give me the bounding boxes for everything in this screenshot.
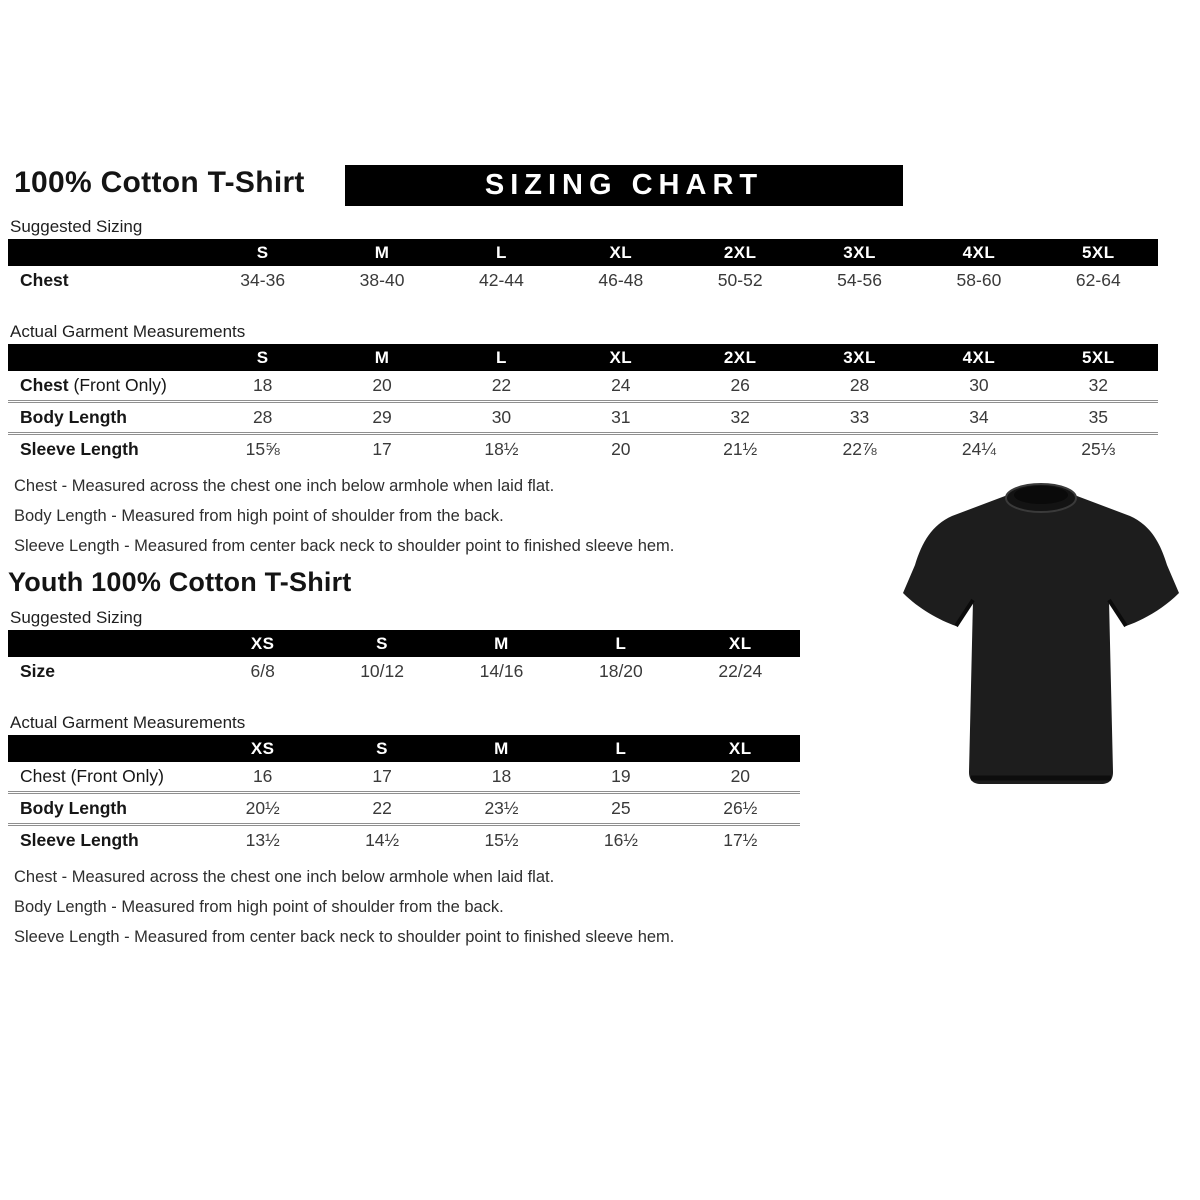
measurement-value: 20 <box>611 439 631 459</box>
youth-suggested-sizing-table <box>8 630 800 686</box>
measurement-value: 25 <box>611 798 631 818</box>
measurement-value: 32 <box>730 407 750 427</box>
table-header-row <box>8 344 1158 371</box>
measurement-value: 29 <box>372 407 392 427</box>
measurement-value: 16 <box>252 766 273 786</box>
measurement-value: 16½ <box>603 830 638 850</box>
measurement-value: 18 <box>252 375 273 395</box>
measurement-value: 14/16 <box>479 661 524 681</box>
table-row <box>8 657 800 686</box>
size-column-header: M <box>374 347 390 367</box>
measurement-value: 32 <box>1088 375 1109 395</box>
size-column-header: L <box>615 633 627 653</box>
adult-suggested-sizing-table <box>8 239 1158 295</box>
size-column-header: 2XL <box>723 242 757 262</box>
measurement-value: 20 <box>372 375 392 395</box>
measurement-note: Chest - Measured across the chest one inch below armhole when laid flat. <box>14 868 555 886</box>
measurement-note: Body Length - Measured from high point of shoulder from the back. <box>14 898 504 916</box>
measurement-value: 30 <box>969 375 989 395</box>
adult-actual-measurements-table <box>8 344 1158 464</box>
measurement-value: 20½ <box>245 798 280 818</box>
table-row <box>8 266 1158 295</box>
page-title: 100% Cotton T-Shirt <box>14 166 305 199</box>
size-column-header: L <box>615 738 627 758</box>
size-column-header: 2XL <box>723 347 757 367</box>
measurement-note: Sleeve Length - Measured from center back neck to shoulder point to finished sleeve hem. <box>14 537 675 555</box>
measurement-value: 42-44 <box>479 270 524 290</box>
measurement-value: 30 <box>491 407 512 427</box>
size-column-header: 3XL <box>843 242 876 262</box>
table-row <box>8 400 1158 432</box>
measurement-value: 28 <box>849 375 870 395</box>
size-column-header: 5XL <box>1081 242 1115 262</box>
size-column-header: XL <box>728 633 752 653</box>
size-column-header: L <box>495 242 507 262</box>
size-column-header: M <box>374 242 390 262</box>
table-header-row <box>8 239 1158 266</box>
measurement-value: 26 <box>730 375 750 395</box>
adult-suggested-sizing-label: Suggested Sizing <box>10 217 143 236</box>
size-column-header: XL <box>609 347 633 367</box>
measurement-value: 15½ <box>484 830 519 850</box>
size-column-header: 4XL <box>962 242 996 262</box>
measurement-value: 33 <box>849 407 870 427</box>
measurement-value: 46-48 <box>598 270 644 290</box>
size-column-header: S <box>256 242 269 262</box>
youth-actual-measurements-label: Actual Garment Measurements <box>10 713 246 732</box>
youth-section-title: Youth 100% Cotton T-Shirt <box>8 567 352 597</box>
size-column-header: XL <box>728 738 752 758</box>
size-column-header: 5XL <box>1081 347 1115 367</box>
measurement-value: 31 <box>611 407 631 427</box>
measurement-value: 18/20 <box>598 661 643 681</box>
size-column-header: S <box>376 633 389 653</box>
measurement-value: 17 <box>372 439 392 459</box>
size-column-header: L <box>495 347 507 367</box>
measurement-value: 34 <box>969 407 989 427</box>
measurement-value: 22 <box>491 375 512 395</box>
table-header-row <box>8 630 800 657</box>
table-row <box>8 791 800 823</box>
table-row <box>8 432 1158 464</box>
measurement-value: 54-56 <box>837 270 882 290</box>
measurement-value: 24 <box>611 375 631 395</box>
measurement-value: 20 <box>730 766 751 786</box>
measurement-value: 10/12 <box>360 661 404 681</box>
measurement-note: Chest - Measured across the chest one inch below armhole when laid flat. <box>14 477 555 495</box>
tshirt-photo <box>893 466 1189 818</box>
row-label: Chest (Front Only) <box>20 766 164 786</box>
measurement-value: 19 <box>611 766 631 786</box>
table-header-row <box>8 735 800 762</box>
measurement-value: 21½ <box>723 439 758 459</box>
size-column-header: XS <box>250 738 275 758</box>
measurement-value: 17½ <box>723 830 758 850</box>
size-column-header: XL <box>609 242 633 262</box>
row-label: Sleeve Length <box>20 830 139 850</box>
size-column-header: 4XL <box>962 347 996 367</box>
adult-actual-measurements-label: Actual Garment Measurements <box>10 322 246 341</box>
measurement-note: Body Length - Measured from high point of shoulder from the back. <box>14 507 504 525</box>
measurement-value: 38-40 <box>359 270 405 290</box>
size-column-header: 3XL <box>843 347 876 367</box>
measurement-value: 13½ <box>245 830 280 850</box>
measurement-value: 18½ <box>484 439 519 459</box>
row-label: Chest (Front Only) <box>20 375 167 395</box>
row-label: Sleeve Length <box>20 439 139 459</box>
sizing-chart-banner: SIZING CHART <box>345 165 903 206</box>
measurement-value: 18 <box>491 766 512 786</box>
table-row <box>8 371 1158 400</box>
measurement-value: 34-36 <box>240 270 286 290</box>
row-label: Body Length <box>20 798 127 818</box>
measurement-value: 22/24 <box>718 661 763 681</box>
size-column-header: S <box>376 738 389 758</box>
measurement-value: 28 <box>252 407 273 427</box>
table-row <box>8 762 800 791</box>
measurement-value: 58-60 <box>956 270 1002 290</box>
measurement-value: 15⅝ <box>245 439 280 459</box>
measurement-value: 24¼ <box>961 439 996 459</box>
size-column-header: M <box>494 738 509 758</box>
measurement-value: 25⅓ <box>1081 439 1116 459</box>
measurement-value: 35 <box>1088 407 1109 427</box>
measurement-value: 23½ <box>484 798 519 818</box>
tshirt-graphic <box>893 466 1189 818</box>
youth-measurement-notes <box>14 868 1158 947</box>
row-label: Body Length <box>20 407 127 427</box>
measurement-value: 6/8 <box>250 661 275 681</box>
youth-actual-measurements-table <box>8 735 800 855</box>
table-row <box>8 823 800 855</box>
size-column-header: S <box>256 347 269 367</box>
measurement-value: 17 <box>372 766 392 786</box>
page-header <box>8 165 1158 211</box>
row-label: Chest <box>20 270 69 290</box>
row-label: Size <box>20 661 56 681</box>
measurement-value: 22⅞ <box>842 439 877 459</box>
measurement-value: 14½ <box>365 830 400 850</box>
measurement-value: 50-52 <box>717 270 763 290</box>
size-column-header: M <box>494 633 509 653</box>
size-column-header: XS <box>250 633 275 653</box>
measurement-note: Sleeve Length - Measured from center back neck to shoulder point to finished sleeve hem. <box>14 928 675 946</box>
youth-suggested-sizing-label: Suggested Sizing <box>10 608 143 627</box>
measurement-value: 22 <box>372 798 392 818</box>
measurement-value: 62-64 <box>1075 270 1121 290</box>
measurement-value: 26½ <box>723 798 758 818</box>
